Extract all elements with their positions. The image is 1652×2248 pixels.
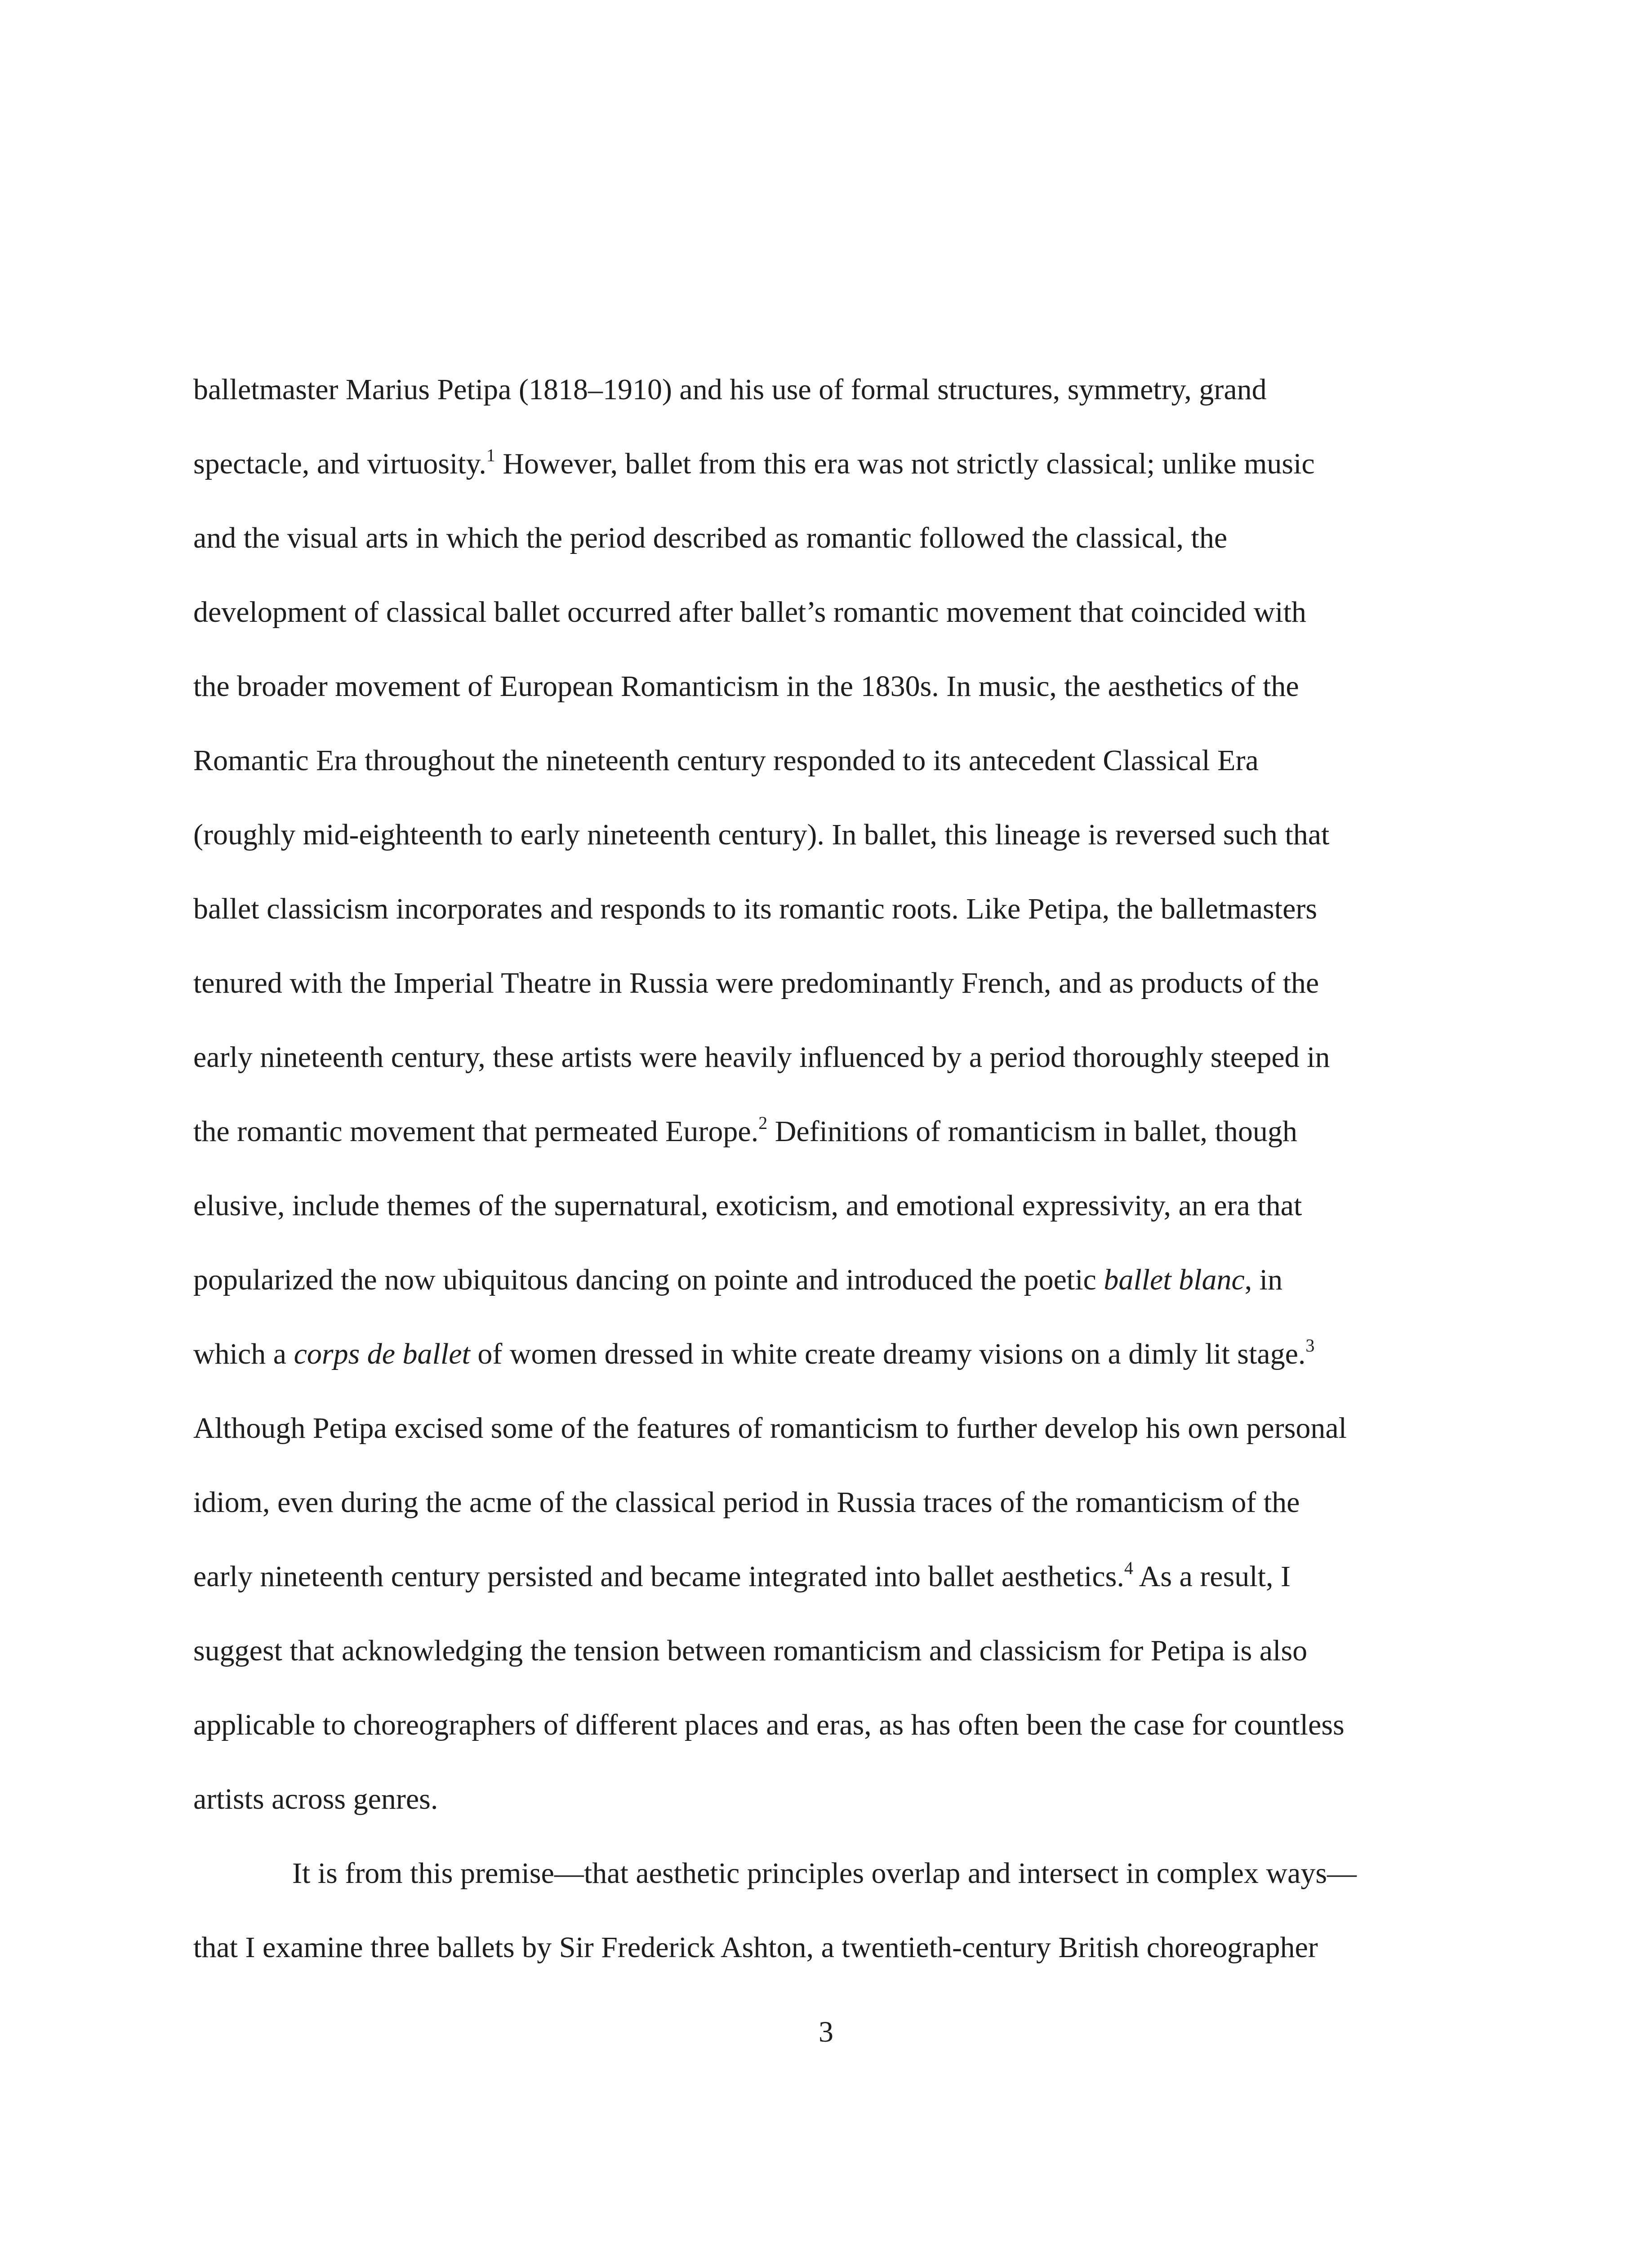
text-run: elusive, include themes of the supernatural, exoticism, and emotional expressivity, an era that [193,1189,1302,1222]
text-run: suggest that acknowledging the tension between romanticism and classicism for Petipa is also [193,1634,1308,1667]
text-run: spectacle, and virtuosity. [193,447,486,480]
text-run: early nineteenth century persisted and became integrated into ballet aesthetics. [193,1560,1124,1593]
text-line [193,1775,438,1824]
text-run: of women dressed in white create dreamy visions on a dimly lit stage. [470,1338,1306,1370]
text-line [193,439,1315,489]
text-run: Although Petipa excised some of the features of romanticism to further develop his own personal [193,1412,1347,1445]
text-line [193,1107,1297,1156]
text-run: applicable to choreographers of different places and eras, as has often been the case for countless [193,1708,1345,1741]
text-run: (roughly mid-eighteenth to early nineteenth century). In ballet, this lineage is reversed such that [193,818,1330,851]
text-line [193,662,1299,711]
text-line [193,1700,1345,1750]
text-run: balletmaster Marius Petipa (1818–1910) and his use of formal structures, symmetry, grand [193,373,1267,406]
text-line [193,588,1306,637]
italic-term: corps de ballet [294,1338,470,1370]
footnote-reference: 3 [1305,1335,1315,1356]
text-run: development of classical ballet occurred after ballet’s romantic movement that coincided with [193,596,1306,629]
text-line [193,513,1227,563]
text-line [193,1552,1291,1601]
text-line [193,1478,1300,1527]
text-line [193,1923,1318,1972]
text-line [193,736,1259,785]
text-run: that I examine three ballets by Sir Frederick Ashton, a twentieth-century British choreographer [193,1931,1318,1964]
text-run: idiom, even during the acme of the classical period in Russia traces of the romanticism of the [193,1486,1300,1519]
text-line [193,810,1329,860]
text-run: and the visual arts in which the period described as romantic followed the classical, the [193,522,1228,554]
footnote-reference: 4 [1124,1558,1133,1578]
footnote-reference: 2 [758,1113,768,1133]
text-run: However, ballet from this era was not strictly classical; unlike music [495,447,1315,480]
text-run: ballet classicism incorporates and responds to its romantic roots. Like Petipa, the balletmasters [193,892,1318,925]
text-run: , in [1244,1263,1283,1296]
text-run: popularized the now ubiquitous dancing on pointe and introduced the poetic [193,1263,1104,1296]
text-run: As a result, I [1133,1560,1291,1593]
text-line [193,884,1317,934]
footnote-reference: 1 [486,445,495,465]
italic-term: ballet blanc [1104,1263,1245,1296]
text-line [193,1329,1314,1379]
text-line [193,365,1267,415]
text-run: artists across genres. [193,1783,438,1815]
text-run: the broader movement of European Romanticism in the 1830s. In music, the aesthetics of the [193,670,1299,703]
text-line [193,1626,1307,1676]
text-line [193,959,1319,1008]
text-line [193,1255,1282,1305]
text-run: tenured with the Imperial Theatre in Russia were predominantly French, and as products of the [193,967,1319,999]
text-run: Romantic Era throughout the nineteenth century responded to its antecedent Classical Era [193,744,1259,777]
text-run: It is from this premise—that aesthetic principles overlap and intersect in complex ways— [292,1857,1357,1890]
text-line [292,1849,1357,1898]
text-line [193,1181,1302,1231]
page-number: 3 [819,2016,833,2048]
text-run: Definitions of romanticism in ballet, though [767,1115,1297,1148]
text-run: early nineteenth century, these artists were heavily influenced by a period thoroughly steeped in [193,1041,1330,1074]
text-line [193,1404,1347,1453]
text-run: which a [193,1338,294,1370]
text-line [193,1033,1330,1082]
text-run: the romantic movement that permeated Europe. [193,1115,759,1148]
